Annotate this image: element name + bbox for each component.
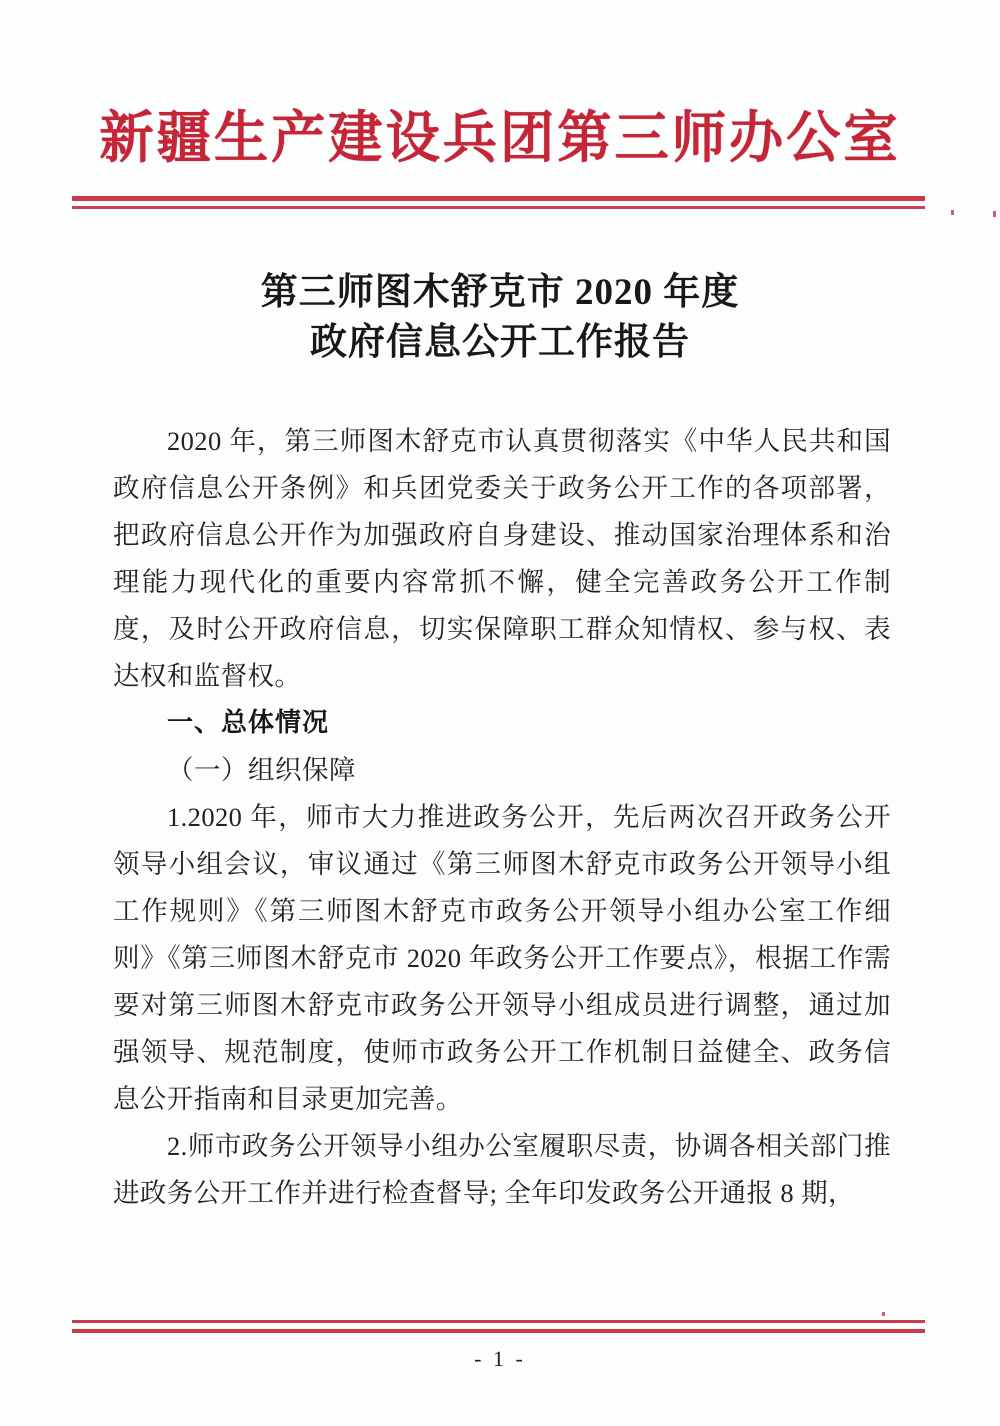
letterhead xyxy=(0,104,1000,174)
body-item-2: 2.师市政务公开领导小组办公室履职尽责，协调各相关部门推进政务公开工作并进行检查督导; 全年印发政务公开通报 8 期， xyxy=(113,1131,891,1208)
header-rule-thick xyxy=(72,196,925,201)
body-item-1: 1.2020 年，师市大力推进政务公开，先后两次召开政务公开领导小组会议，审议通过《第三师图木舒克市政务公开领导小组工作规则》《第三师图木舒克市政务公开领导小组办公室工作细则》《第三师图木舒克市 2020 年政务公开工作要点》，根据工作需要对第三师图木舒克市政务公开领导小组成员进行调整，通过加强领导、规范制度，使师市政务公开工作机制日益健全、政务信息公开指南和目录更加完善。 xyxy=(113,802,891,1114)
letterhead-title: 新疆生产建设兵团第三师办公室 xyxy=(99,108,901,170)
footer-rule-thin xyxy=(72,1320,925,1323)
subsection-heading-organizational-support: （一）组织保障 xyxy=(167,755,356,785)
page-title-line-2: 政府信息公开工作报告 xyxy=(310,322,690,363)
section-heading-overall-situation: 一、总体情况 xyxy=(167,708,330,738)
footer-rule-thick xyxy=(72,1329,925,1333)
header-rule xyxy=(72,196,925,209)
scan-speck-icon xyxy=(993,211,996,217)
page-title xyxy=(0,268,1000,368)
header-rule-thin xyxy=(72,206,925,209)
scan-speck-icon xyxy=(882,1312,885,1316)
scan-speck-icon xyxy=(951,210,954,215)
document-body xyxy=(113,418,891,1217)
page-title-line-1: 第三师图木舒克市 2020 年度 xyxy=(260,272,740,313)
footer-rule xyxy=(72,1320,925,1333)
intro-paragraph: 2020 年，第三师图木舒克市认真贯彻落实《中华人民共和国政府信息公开条例》和兵团党委关于政务公开工作的各项部署，把政府信息公开作为加强政府自身建设、推动国家治理体系和治理能力现代化的重要内容常抓不懈，健全完善政务公开工作制度，及时公开政府信息，切实保障职工群众知情权、参与权、表达权和监督权。 xyxy=(113,426,891,691)
page-number: - 1 - xyxy=(474,1346,526,1371)
